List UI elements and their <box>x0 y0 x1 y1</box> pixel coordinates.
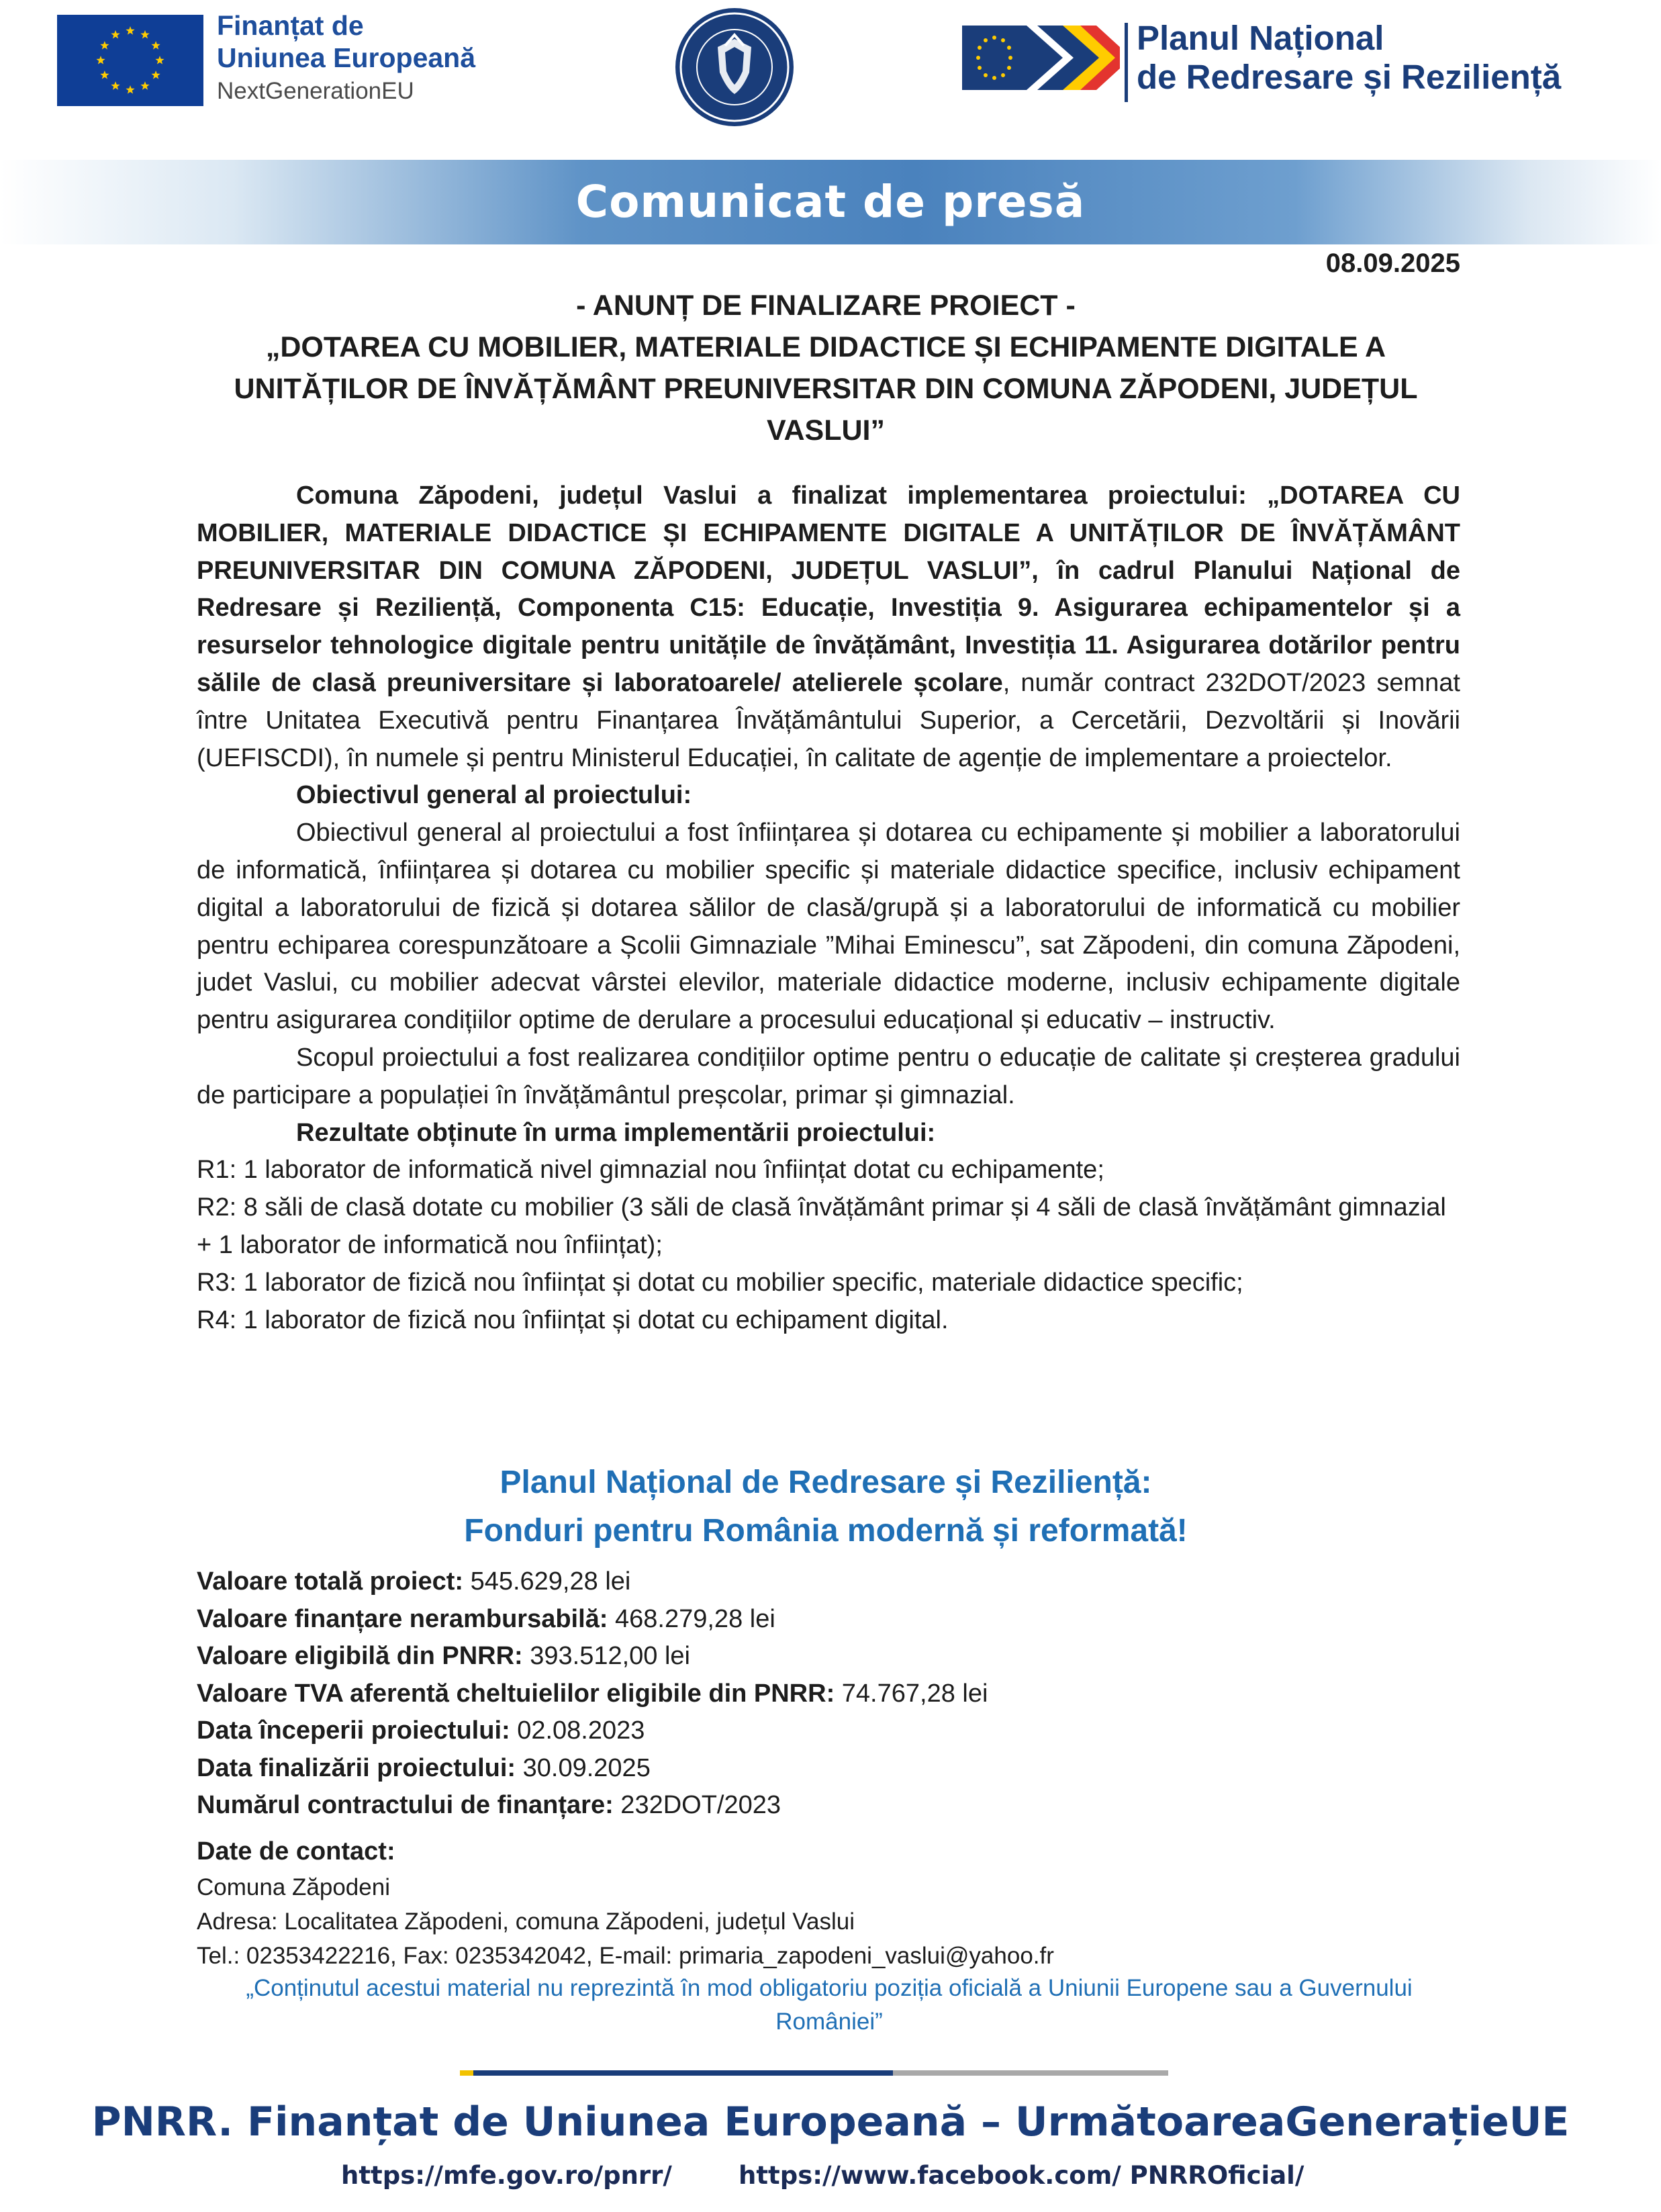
scope-paragraph: Scopul proiectului a fost realizarea condițiilor optime pentru o educație de calitate și creșterea gradului de participare a populației în învățământul preșcolar, primar și gimnazial. <box>197 1043 1460 1109</box>
fact-row-grant-value <box>197 1601 1460 1639</box>
eu-star-icon <box>100 71 109 79</box>
project-facts <box>197 1563 1460 1825</box>
eu-star-icon <box>140 81 149 90</box>
fact-label: Valoare totală proiect: <box>197 1567 464 1596</box>
eu-star-icon <box>126 26 134 35</box>
footer-line-blue <box>473 2070 893 2076</box>
eu-stars-icon <box>57 15 203 106</box>
fact-row-end-date <box>197 1750 1460 1788</box>
contact-heading: Date de contact: <box>197 1837 395 1865</box>
banner-title: Comunicat de presă <box>575 176 1086 228</box>
fact-row-eligible-value <box>197 1638 1460 1675</box>
fact-row-contract-number <box>197 1787 1460 1825</box>
fact-label: Valoare TVA aferentă cheltuielilor eligibile din PNRR: <box>197 1679 835 1708</box>
fact-value: 02.08.2023 <box>510 1716 645 1745</box>
pnrr-logo-line1: Planul Național <box>1137 19 1384 57</box>
pnrr-logo-text <box>1137 19 1620 97</box>
slogan-line-2: Fonduri pentru România modernă și reformată! <box>464 1513 1188 1549</box>
fact-label: Valoare finanțare nerambursabilă: <box>197 1604 608 1633</box>
slogan-line-1: Planul Național de Redresare și Reziliență: <box>500 1465 1152 1500</box>
fact-value: 30.09.2025 <box>516 1753 651 1782</box>
contact-phones-email: Tel.: 02353422216, Fax: 0235342042, E-mail: primaria_zapodeni_vaslui@yahoo.fr <box>197 1943 1054 1969</box>
footer-line-grey <box>893 2070 1168 2076</box>
eu-star-icon <box>155 56 164 64</box>
document-title <box>178 285 1474 451</box>
government-seal-icon <box>667 5 802 129</box>
objective-heading: Obiectivul general al proiectului: <box>296 781 692 810</box>
footer-link-facebook[interactable]: https://www.facebook.com/ PNRROficial/ <box>739 2161 1304 2190</box>
footer-line-yellow <box>460 2070 473 2076</box>
eu-star-icon <box>140 30 149 39</box>
contact-block <box>197 1833 1460 1973</box>
results-heading: Rezultate obținute în urma implementării proiectului: <box>296 1118 936 1147</box>
fact-label: Data începerii proiectului: <box>197 1716 510 1745</box>
eu-logo-line3: NextGenerationEU <box>217 78 414 104</box>
intro-bold-text: Comuna Zăpodeni, județul Vaslui a finalizat implementarea proiectului: „DOTAREA CU MOBILIER, MATERIALE DIDACTICE ȘI ECHIPAMENTE DIGITALE A UNITĂȚILOR DE ÎNVĂȚĂMÂNT PREUNIVERSITAR DIN COMUNA ZĂPODENI, JUDEȚUL VASLUI”, în cadrul Planului Național de Redresare și Reziliență, Componenta C15: Educație, Investiția 9. Asigurarea echipamentelor și a resurselor tehnologice digitale pentru unitățile de învățământ, Investiția 11. Asigurarea dotărilor pentru sălile de clasă preuniversitare și laboratoarele/ atelierele școlare <box>197 481 1460 697</box>
intro-paragraph <box>197 477 1460 777</box>
eu-star-icon <box>151 71 160 79</box>
fact-label: Numărul contractului de finanțare: <box>197 1791 614 1819</box>
eu-funding-logo-text <box>217 9 512 109</box>
fact-label: Data finalizării proiectului: <box>197 1753 516 1782</box>
fact-row-start-date <box>197 1712 1460 1750</box>
document-date: 08.09.2025 <box>1325 248 1460 278</box>
eu-flag-logo <box>57 15 203 106</box>
result-item-r2: R2: 8 săli de clasă dotate cu mobilier (3 săli de clasă învățământ primar și 4 săli de clasă învățământ gimnazial + 1 laborator de informatică nou înființat); <box>197 1193 1446 1259</box>
fact-value: 393.512,00 lei <box>522 1642 690 1670</box>
eu-star-icon <box>111 81 120 90</box>
eu-star-icon <box>111 30 120 39</box>
pnrr-logo-line2: de Redresare și Reziliență <box>1137 58 1562 96</box>
fact-row-vat-value <box>197 1675 1460 1713</box>
contact-organization: Comuna Zăpodeni <box>197 1874 390 1900</box>
result-item-r1: R1: 1 laborator de informatică nivel gimnazial nou înființat dotat cu echipamente; <box>197 1156 1104 1185</box>
objective-paragraph: Obiectivul general al proiectului a fost înființarea și dotarea cu echipamente și mobilier a laboratorului de informatică, înființarea și dotarea cu mobilier specific și materiale didactice specifice, inclusiv echipament digital a laboratorului de fizică și dotarea sălilor de clasă/grupă și a laboratorului de informatică cu mobilier pentru echiparea corespunzătoare a Școlii Gimnaziale ”Mihai Eminescu”, sat Zăpodeni, din comuna Zăpodeni, judet Vaslui, cu mobilier adecvat vârstei elevilor, materiale didactice moderne, inclusiv echipamente digitale pentru asigurarea condițiilor optime de derulare a procesului educațional și educativ – instructiv. <box>197 819 1460 1035</box>
eu-logo-line2: Uniunea Europeană <box>217 42 476 73</box>
eu-logo-line1: Finanțat de <box>217 10 364 41</box>
fact-value: 232DOT/2023 <box>613 1791 781 1819</box>
document-body <box>197 477 1460 1339</box>
eu-star-icon <box>126 85 134 94</box>
contact-address: Adresa: Localitatea Zăpodeni, comuna Zăpodeni, județul Vaslui <box>197 1908 855 1935</box>
eu-star-icon <box>96 56 105 64</box>
result-item-r3: R3: 1 laborator de fizică nou înființat și dotat cu mobilier specific, materiale didactice specific; <box>197 1268 1243 1297</box>
fact-value: 468.279,28 lei <box>608 1604 775 1633</box>
disclaimer: „Conținutul acestui material nu reprezintă în mod obligatoriu poziția oficială a Uniunii Europene sau a Guvernului României” <box>246 1975 1413 2035</box>
fact-row-total-value <box>197 1563 1460 1601</box>
title-line-2: „DOTAREA CU MOBILIER, MATERIALE DIDACTICE ȘI ECHIPAMENTE DIGITALE A UNITĂȚILOR DE ÎNVĂȚĂMÂNT PREUNIVERSITAR DIN COMUNA ZĂPODENI, JUDEȚUL VASLUI” <box>234 331 1418 447</box>
title-line-1: - ANUNȚ DE FINALIZARE PROIECT - <box>576 289 1076 322</box>
pnrr-logo-icon <box>962 20 1120 95</box>
footer-title: PNRR. Finanțat de Uniunea Europeană – UrmătoareaGenerațieUE <box>91 2099 1570 2146</box>
eu-star-icon <box>100 41 109 50</box>
footer-link-mfe[interactable]: https://mfe.gov.ro/pnrr/ <box>341 2161 672 2190</box>
eu-star-icon <box>151 41 160 50</box>
pnrr-slogan <box>178 1459 1474 1555</box>
fact-label: Valoare eligibilă din PNRR: <box>197 1642 523 1670</box>
fact-value: 74.767,28 lei <box>835 1679 988 1708</box>
fact-value: 545.629,28 lei <box>463 1567 631 1596</box>
result-item-r4: R4: 1 laborator de fizică nou înființat și dotat cu echipament digital. <box>197 1305 949 1334</box>
pnrr-logo-separator <box>1125 23 1128 102</box>
intro-rest-text: , număr contract 232DOT/2023 semnat între Unitatea Executivă pentru Finanțarea Învățământului Superior, a Cercetării, Dezvoltării și Inovării (UEFISCDI), în numele și pentru Ministerul Educației, în calitate de agenție de implementare a proiectelor. <box>197 668 1460 772</box>
